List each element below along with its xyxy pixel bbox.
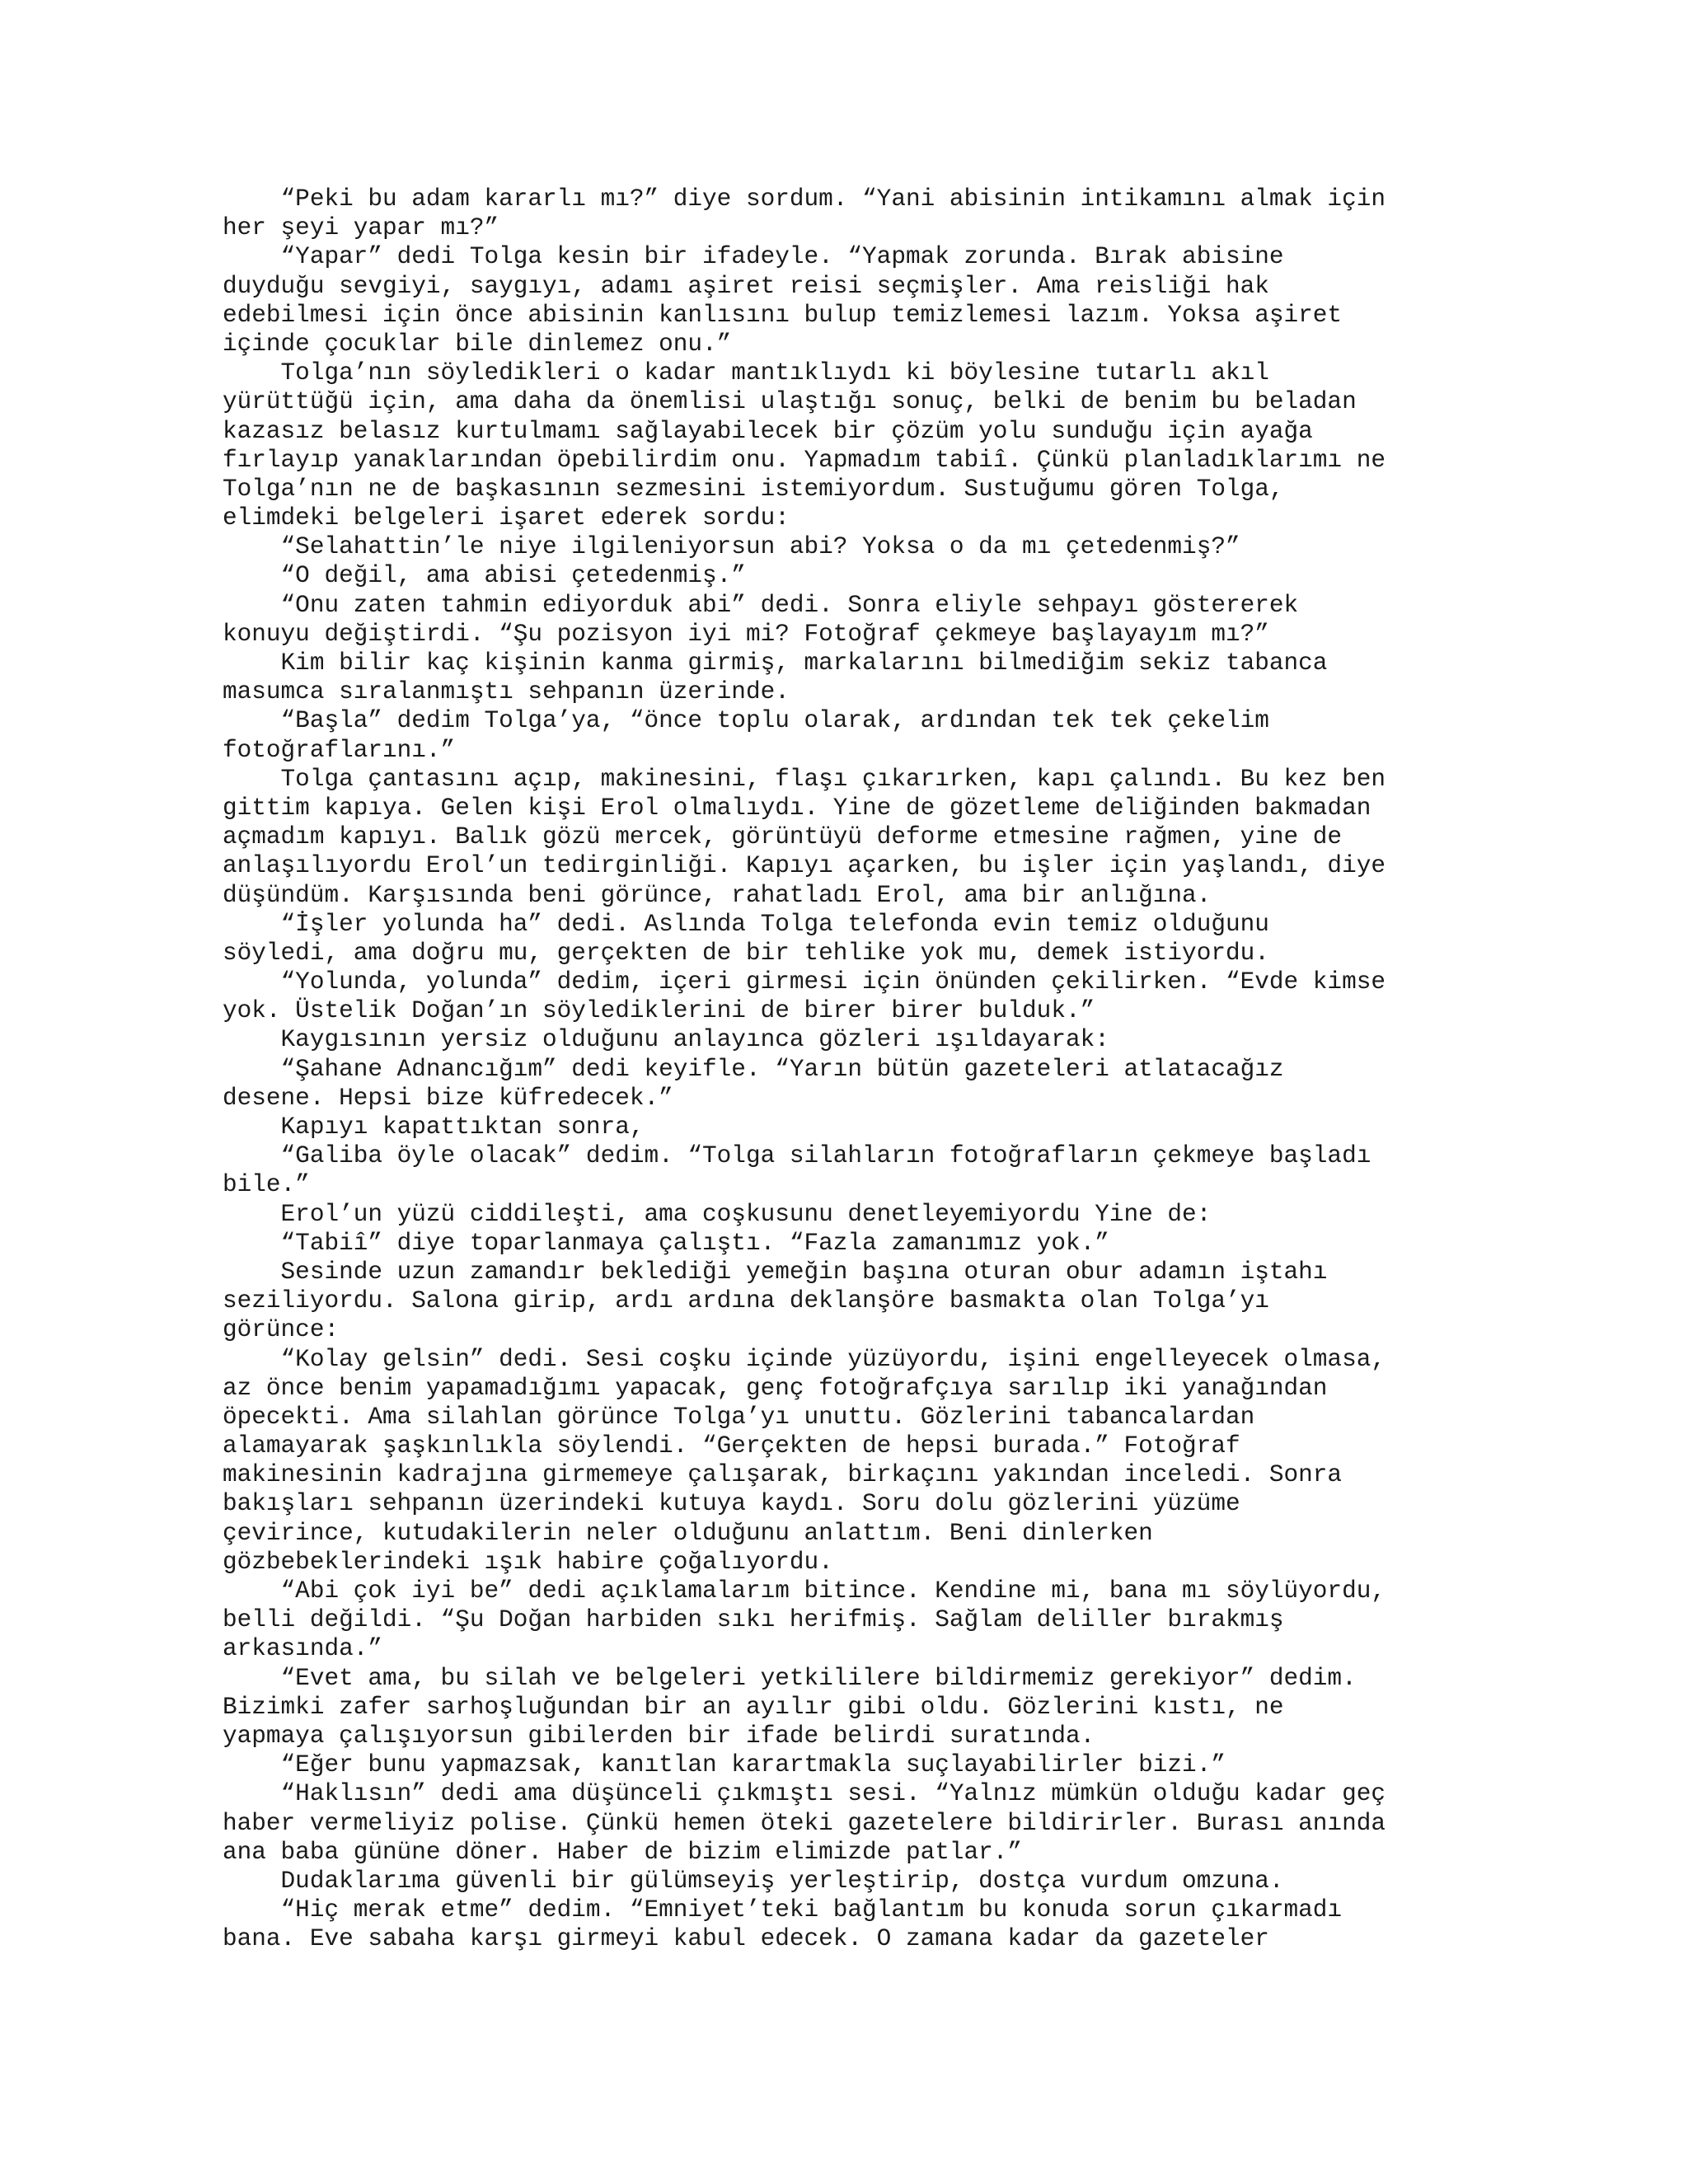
text-line: yok. Üstelik Doğan’ın söylediklerini de birer birer bulduk.” [223,997,1095,1025]
text-line: açmadım kapıyı. Balık gözü mercek, görüntüyü deforme etmesine rağmen, yine de [223,823,1343,851]
text-line: “Yapar” dedi Tolga kesin bir ifadeyle. “Yapmak zorunda. Bırak abisine [223,243,1284,271]
text-line: masumca sıralanmıştı sehpanın üzerinde. [223,678,790,706]
text-line: ana baba gününe döner. Haber de bizim elimizde patlar.” [223,1838,1023,1866]
text-line: Tolga’nın söyledikleri o kadar mantıklıydı ki böylesine tutarlı akıl [223,359,1269,387]
text-line: “Tabiî” diye toparlanmaya çalıştı. “Fazla zamanımız yok.” [223,1229,1109,1257]
text-line: “Selahattin’le niye ilgileniyorsun abi? Yoksa o da mı çetedenmiş?” [223,533,1240,561]
text-line: söyledi, ama doğru mu, gerçekten de bir tehlike yok mu, demek istiyordu. [223,939,1269,967]
text-line: “O değil, ama abisi çetedenmiş.” [223,562,746,590]
text-line: yapmaya çalışıyorsun gibilerden bir ifade belirdi suratında. [223,1722,1095,1750]
text-line: “Hiç merak etme” dedim. “Emniyet’teki bağlantım bu konuda sorun çıkarmadı [223,1896,1343,1924]
text-line: “Eğer bunu yapmazsak, kanıtlan karartmakla suçlayabilirler bizi.” [223,1751,1226,1779]
text-line: bakışları sehpanın üzerindeki kutuya kaydı. Soru dolu gözlerini yüzüme [223,1490,1240,1518]
text-line: “Peki bu adam kararlı mı?” diye sordum. “Yani abisinin intikamını almak için [223,185,1386,213]
text-line: konuyu değiştirdi. “Şu pozisyon iyi mi? Fotoğraf çekmeye başlayayım mı?” [223,620,1269,648]
text-line: desene. Hepsi bize küfredecek.” [223,1084,673,1112]
text-line: “Yolunda, yolunda” dedim, içeri girmesi için önünden çekilirken. “Evde kimse [223,968,1386,996]
text-line: Tolga’nın ne de başkasının sezmesini istemiyordum. Sustuğumu gören Tolga, [223,475,1284,503]
text-line: “Evet ama, bu silah ve belgeleri yetkililere bildirmemiz gerekiyor” dedim. [223,1664,1357,1692]
text-line: Kapıyı kapattıktan sonra, [223,1113,645,1141]
text-line: “İşler yolunda ha” dedi. Aslında Tolga telefonda evin temiz olduğunu [223,910,1269,938]
text-line: fotoğraflarını.” [223,736,456,764]
text-line: Kaygısının yersiz olduğunu anlayınca gözleri ışıldayarak: [223,1026,1109,1054]
text-line: seziliyordu. Salona girip, ardı ardına deklanşöre basmakta olan Tolga’yı [223,1287,1269,1315]
text-line: edebilmesi için önce abisinin kanlısını bulup temizlemesi lazım. Yoksa aşiret [223,301,1343,329]
text-line: alamayarak şaşkınlıkla söylendi. “Gerçekten de hepsi burada.” Fotoğraf [223,1432,1240,1460]
text-line: “Galiba öyle olacak” dedim. “Tolga silahların fotoğrafların çekmeye başladı [223,1142,1372,1170]
text-line: her şeyi yapar mı?” [223,214,499,242]
text-line: haber vermeliyiz polise. Çünkü hemen öteki gazetelere bildirirler. Burası anında [223,1809,1386,1837]
text-line: görünce: [223,1316,340,1344]
text-line: “Başla” dedim Tolga’ya, “önce toplu olarak, ardından tek tek çekelim [223,707,1269,735]
text-line: Dudaklarıma güvenli bir gülümseyiş yerleştirip, dostça vurdum omzuna. [223,1867,1284,1895]
text-line: “Kolay gelsin” dedi. Sesi coşku içinde yüzüyordu, işini engelleyecek olmasa, [223,1345,1386,1373]
text-line: elimdeki belgeleri işaret ederek sordu: [223,504,790,532]
text-line: içinde çocuklar bile dinlemez onu.” [223,330,732,358]
body-text [223,185,1492,1953]
text-line: anlaşılıyordu Erol’un tedirginliği. Kapıyı açarken, bu işler için yaşlandı, diye [223,852,1386,880]
text-line: gözbebeklerindeki ışık habire çoğalıyordu. [223,1548,833,1576]
text-line: duyduğu sevgiyi, saygıyı, adamı aşiret reisi seçmişler. Ama reisliği hak [223,272,1269,300]
text-line: arkasında.” [223,1635,383,1663]
text-line: “Haklısın” dedi ama düşünceli çıkmıştı sesi. “Yalnız mümkün olduğu kadar geç [223,1780,1386,1808]
text-line: “Şahane Adnancığım” dedi keyifle. “Yarın bütün gazeteleri atlatacağız [223,1055,1284,1083]
text-line: “Abi çok iyi be” dedi açıklamalarım bitince. Kendine mi, bana mı söylüyordu, [223,1577,1386,1605]
text-line: Kim bilir kaç kişinin kanma girmiş, markalarını bilmediğim sekiz tabanca [223,649,1328,677]
text-line: öpecekti. Ama silahlan görünce Tolga’yı unuttu. Gözlerini tabancalardan [223,1403,1255,1431]
text-line: yürüttüğü için, ama daha da önemlisi ulaştığı sonuç, belki de benim bu beladan [223,388,1357,416]
text-line: az önce benim yapamadığımı yapacak, genç fotoğrafçıya sarılıp iki yanağından [223,1374,1328,1402]
text-line: düşündüm. Karşısında beni görünce, rahatladı Erol, ama bir anlığına. [223,881,1212,909]
text-line: Tolga çantasını açıp, makinesini, flaşı çıkarırken, kapı çalındı. Bu kez ben [223,765,1386,793]
text-line: çevirince, kutudakilerin neler olduğunu anlattım. Beni dinlerken [223,1519,1153,1547]
text-line: bana. Eve sabaha karşı girmeyi kabul edecek. O zamana kadar da gazeteler [223,1925,1269,1953]
text-line: Sesinde uzun zamandır beklediği yemeğin başına oturan obur adamın iştahı [223,1258,1328,1286]
text-line: kazasız belasız kurtulmamı sağlayabilecek bir çözüm yolu sunduğu için ayağa [223,417,1313,445]
text-line: fırlayıp yanaklarından öpebilirdim onu. Yapmadım tabiî. Çünkü planladıklarımı ne [223,446,1386,474]
text-line: Bizimki zafer sarhoşluğundan bir an ayılır gibi oldu. Gözlerini kıstı, ne [223,1693,1284,1721]
text-line: makinesinin kadrajına girmemeye çalışarak, birkaçını yakından inceledi. Sonra [223,1461,1343,1489]
text-line: Erol’un yüzü ciddileşti, ama coşkusunu denetleyemiyordu Yine de: [223,1200,1212,1228]
text-line: bile.” [223,1171,310,1199]
text-line: belli değildi. “Şu Doğan harbiden sıkı herifmiş. Sağlam deliller bırakmış [223,1606,1284,1634]
text-line: “Onu zaten tahmin ediyorduk abi” dedi. Sonra eliyle sehpayı göstererek [223,591,1299,619]
text-line: gittim kapıya. Gelen kişi Erol olmalıydı. Yine de gözetleme deliğinden bakmadan [223,794,1372,822]
